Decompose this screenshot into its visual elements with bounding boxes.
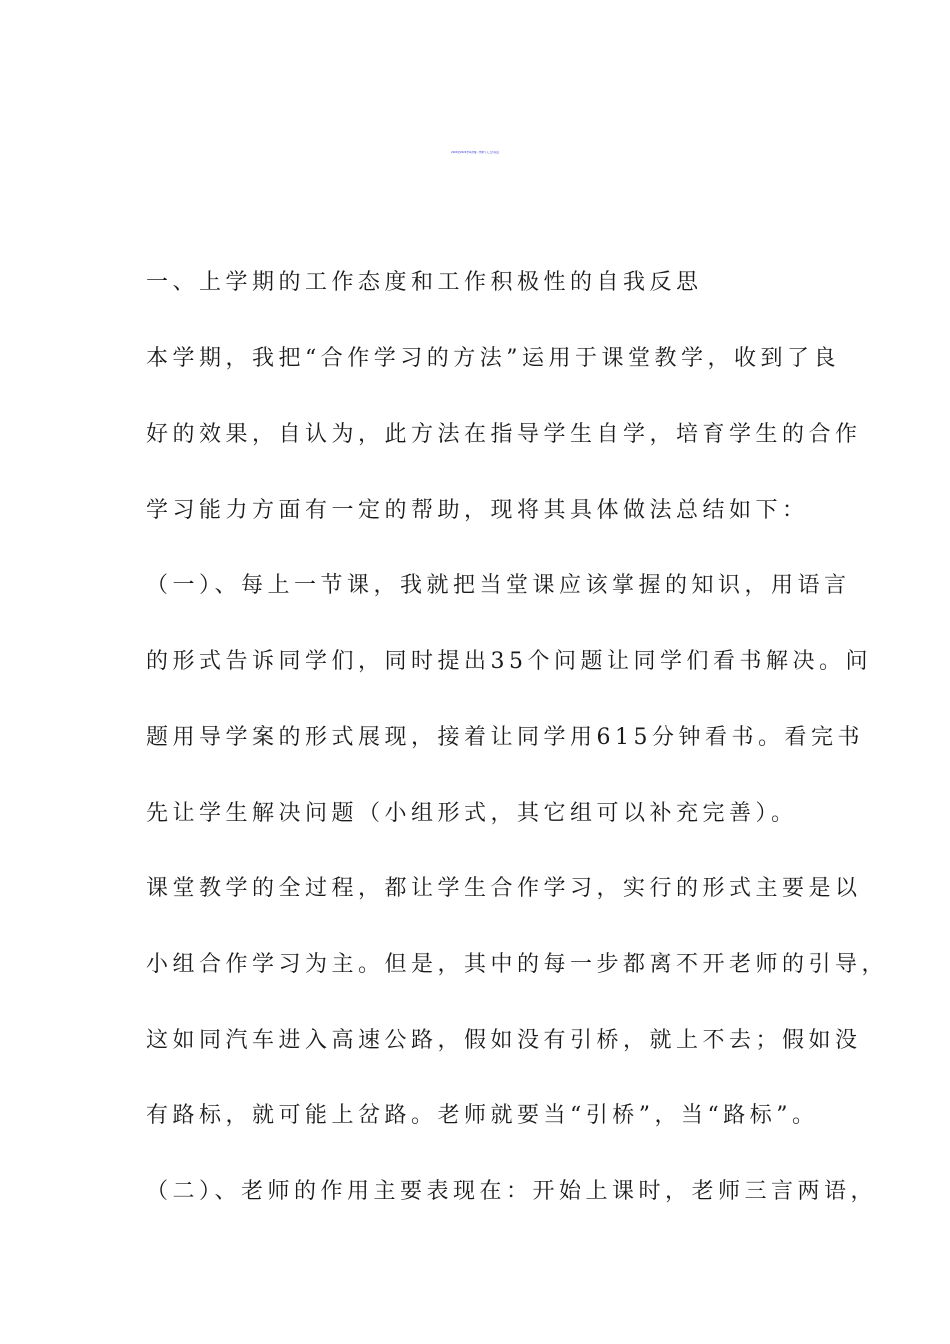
paragraph-line: 好的效果，自认为，此方法在指导学生自学，培育学生的合作 <box>146 422 862 447</box>
paragraph-line: 先让学生解决问题（小组形式，其它组可以补充完善）。 <box>146 801 798 826</box>
paragraph-line: 学习能力方面有一定的帮助，现将其具体做法总结如下： <box>146 498 809 523</box>
document-title: 2024至2024学年度第一学期个人工作总结 <box>451 151 499 154</box>
paragraph-line: 的形式告诉同学们，同时提出35个问题让同学们看书解决。问 <box>146 649 872 674</box>
paragraph-line: （一）、每上一节课，我就把当堂课应该掌握的知识，用语言 <box>146 573 851 598</box>
paragraph-line: 这如同汽车进入高速公路，假如没有引桥，就上不去；假如没 <box>146 1028 862 1053</box>
paragraph-line: 题用导学案的形式展现，接着让同学用615分钟看书。看完书 <box>146 725 864 750</box>
paragraph-line: 课堂教学的全过程，都让学生合作学习，实行的形式主要是以 <box>146 876 862 901</box>
paragraph-line: 本学期，我把“合作学习的方法”运用于课堂教学，收到了良 <box>146 346 840 371</box>
paragraph-line: 有路标，就可能上岔路。老师就要当“引桥”，当“路标”。 <box>146 1103 819 1128</box>
paragraph-line: （二）、老师的作用主要表现在：开始上课时，老师三言两语， <box>146 1179 878 1204</box>
section-heading: 一、上学期的工作态度和工作积极性的自我反思 <box>146 270 703 295</box>
paragraph-line: 小组合作学习为主。但是，其中的每一步都离不开老师的引导， <box>146 952 889 977</box>
